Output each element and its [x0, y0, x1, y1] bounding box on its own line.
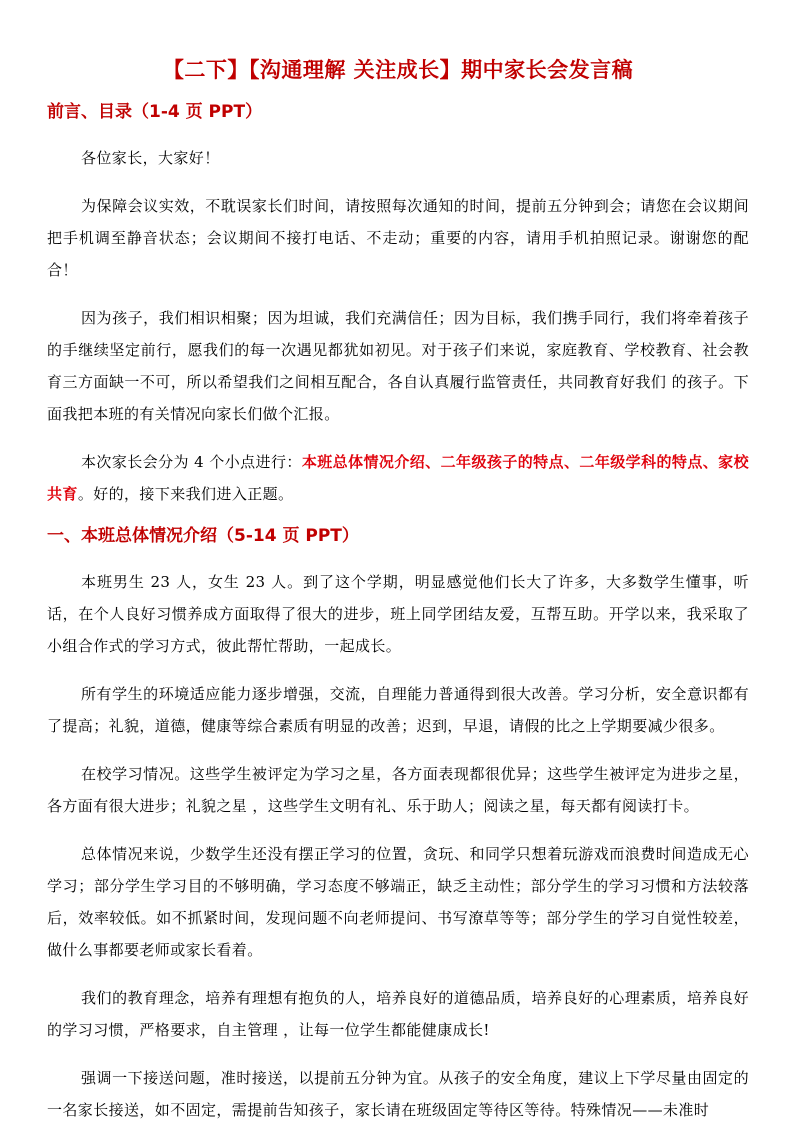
opening-remarks-paragraph: 因为孩子，我们相识相聚；因为坦诚，我们充满信任；因为目标，我们携手同行，我们将牵着孩子的手继续坚定前行，愿我们的每一次遇见都犹如初见。对于孩子们来说，家庭教育、学校教育、社会教育三方面缺一不可，所以希望我们之间相互配合，各自认真履行监管责任，共同教育好我们 的孩子。下面我把本班的有关情况向家长们做个汇报。 [47, 309, 749, 423]
meeting-rules-paragraph: 为保障会议实效，不耽误家长们时间，请按照每次通知的时间，提前五分钟到会；请您在会议期间把手机调至静音状态；会议期间不接打电话、不走动；重要的内容，请用手机拍照记录。谢谢您的配合！ [47, 197, 749, 279]
agenda-highlight: 本班总体情况介绍、二年级孩子的特点、二年级学科的特点、家校共育 [47, 453, 750, 503]
greeting-paragraph: 各位家长，大家好！ [81, 149, 220, 167]
agenda-suffix: 。好的，接下来我们进入正题。 [77, 485, 294, 503]
agenda-prefix: 本次家长会分为 4 个小点进行： [81, 453, 302, 471]
class-overview-paragraph: 本班男生 23 人，女生 23 人。到了这个学期，明显感觉他们长大了许多，大多数学生懂事，听话，在个人良好习惯养成方面取得了很大的进步，班上同学团结友爱，互帮互助。开学以来，我采取了小组合作式的学习方式，彼此帮忙帮助，一起成长。 [47, 573, 749, 655]
class-overview-paragraph: 在校学习情况。这些学生被评定为学习之星，各方面表现都很优异；这些学生被评定为进步之星，各方面有很大进步；礼貌之星 ，这些学生文明有礼、乐于助人；阅读之星，每天都有阅读打卡。 [47, 765, 749, 815]
class-overview-paragraph: 所有学生的环境适应能力逐步增强，交流，自理能力普通得到很大改善。学习分析，安全意识都有了提高；礼貌，道德，健康等综合素质有明显的改善；迟到，早退，请假的比之上学期要减少很多。 [47, 685, 749, 735]
class-overview-paragraph: 强调一下接送问题，准时接送，以提前五分钟为宜。从孩子的安全角度，建议上下学尽量由固定的一名家长接送，如不固定，需提前告知孩子，家长请在班级固定等待区等待。特殊情况——未准时 [47, 1069, 749, 1119]
section-heading-intro: 前言、目录（1-4 页 PPT） [47, 102, 263, 122]
agenda-paragraph [47, 446, 749, 510]
document-title: 【二下】【沟通理解 关注成长】期中家长会发言稿 [162, 58, 634, 82]
class-overview-paragraph: 总体情况来说，少数学生还没有摆正学习的位置，贪玩、和同学只想着玩游戏而浪费时间造成无心学习；部分学生学习目的不够明确，学习态度不够端正，缺乏主动性；部分学生的学习习惯和方法较落后，效率较低。如不抓紧时间，发现问题不向老师提问、书写潦草等等；部分学生的学习自觉性较差，做什么事都要老师或家长看着。 [47, 845, 749, 959]
section-heading-class-overview: 一、本班总体情况介绍（5-14 页 PPT） [47, 526, 359, 546]
class-overview-paragraph: 我们的教育理念，培养有理想有抱负的人，培养良好的道德品质，培养良好的心理素质，培养良好的学习习惯，严格要求，自主管理 ，让每一位学生都能健康成长! [47, 989, 749, 1039]
